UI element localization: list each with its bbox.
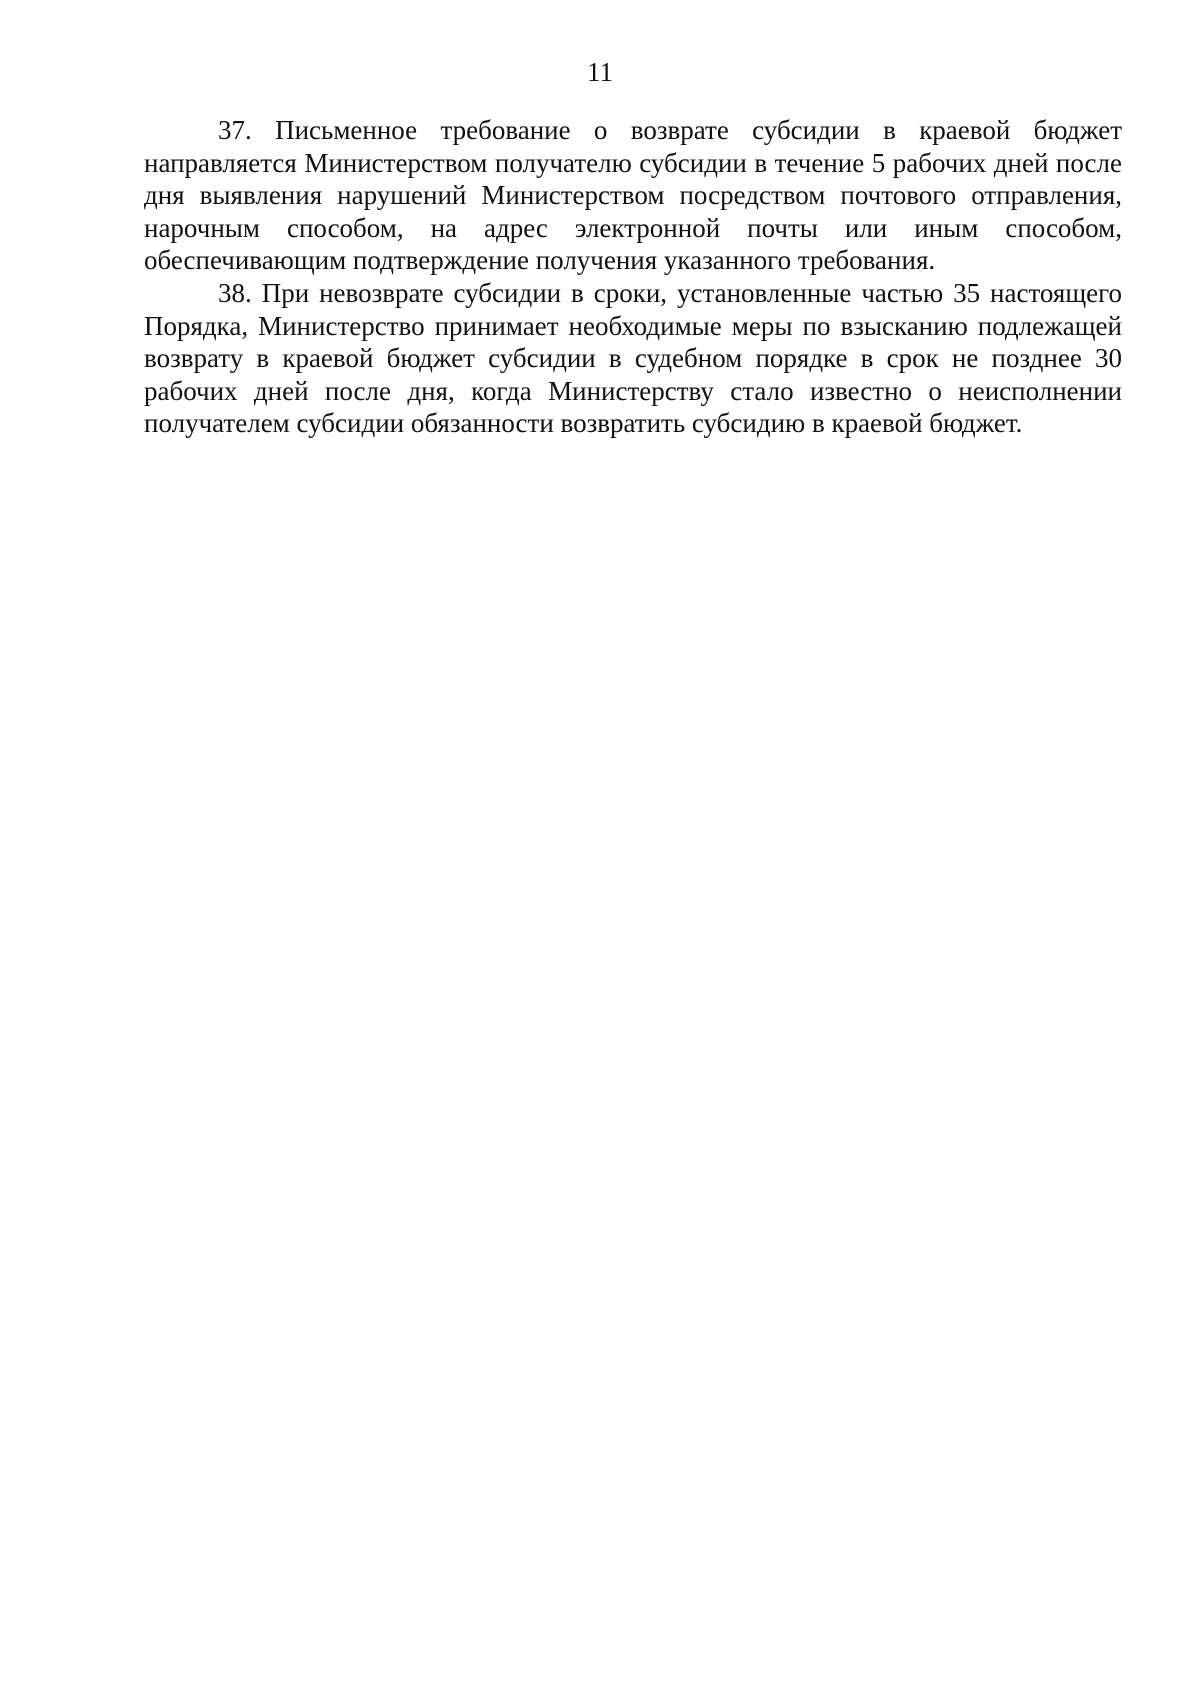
page-number: 11 [587,57,613,87]
paragraph-38: 38. При невозврате субсидии в сроки, установленные частью 35 настоящего Порядка, Министерство принимает необходимые меры по взысканию подлежащей возврату в краевой бюджет субсидии в судебном порядке в срок не позднее 30 рабочих дней после дня, когда Министерству стало известно о неисполнении получателем субсидии обязанности возвратить субсидию в краевой бюджет. [144,277,1122,439]
paragraph-37: 37. Письменное требование о возврате субсидии в краевой бюджет направляется Министерством получателю субсидии в течение 5 рабочих дней после дня выявления нарушений Министерством посредством почтового отправления, нарочным способом, на адрес электронной почты или иным способом, обеспечивающим подтверждение получения указанного требования. [144,115,1122,276]
document-body [144,114,1122,440]
